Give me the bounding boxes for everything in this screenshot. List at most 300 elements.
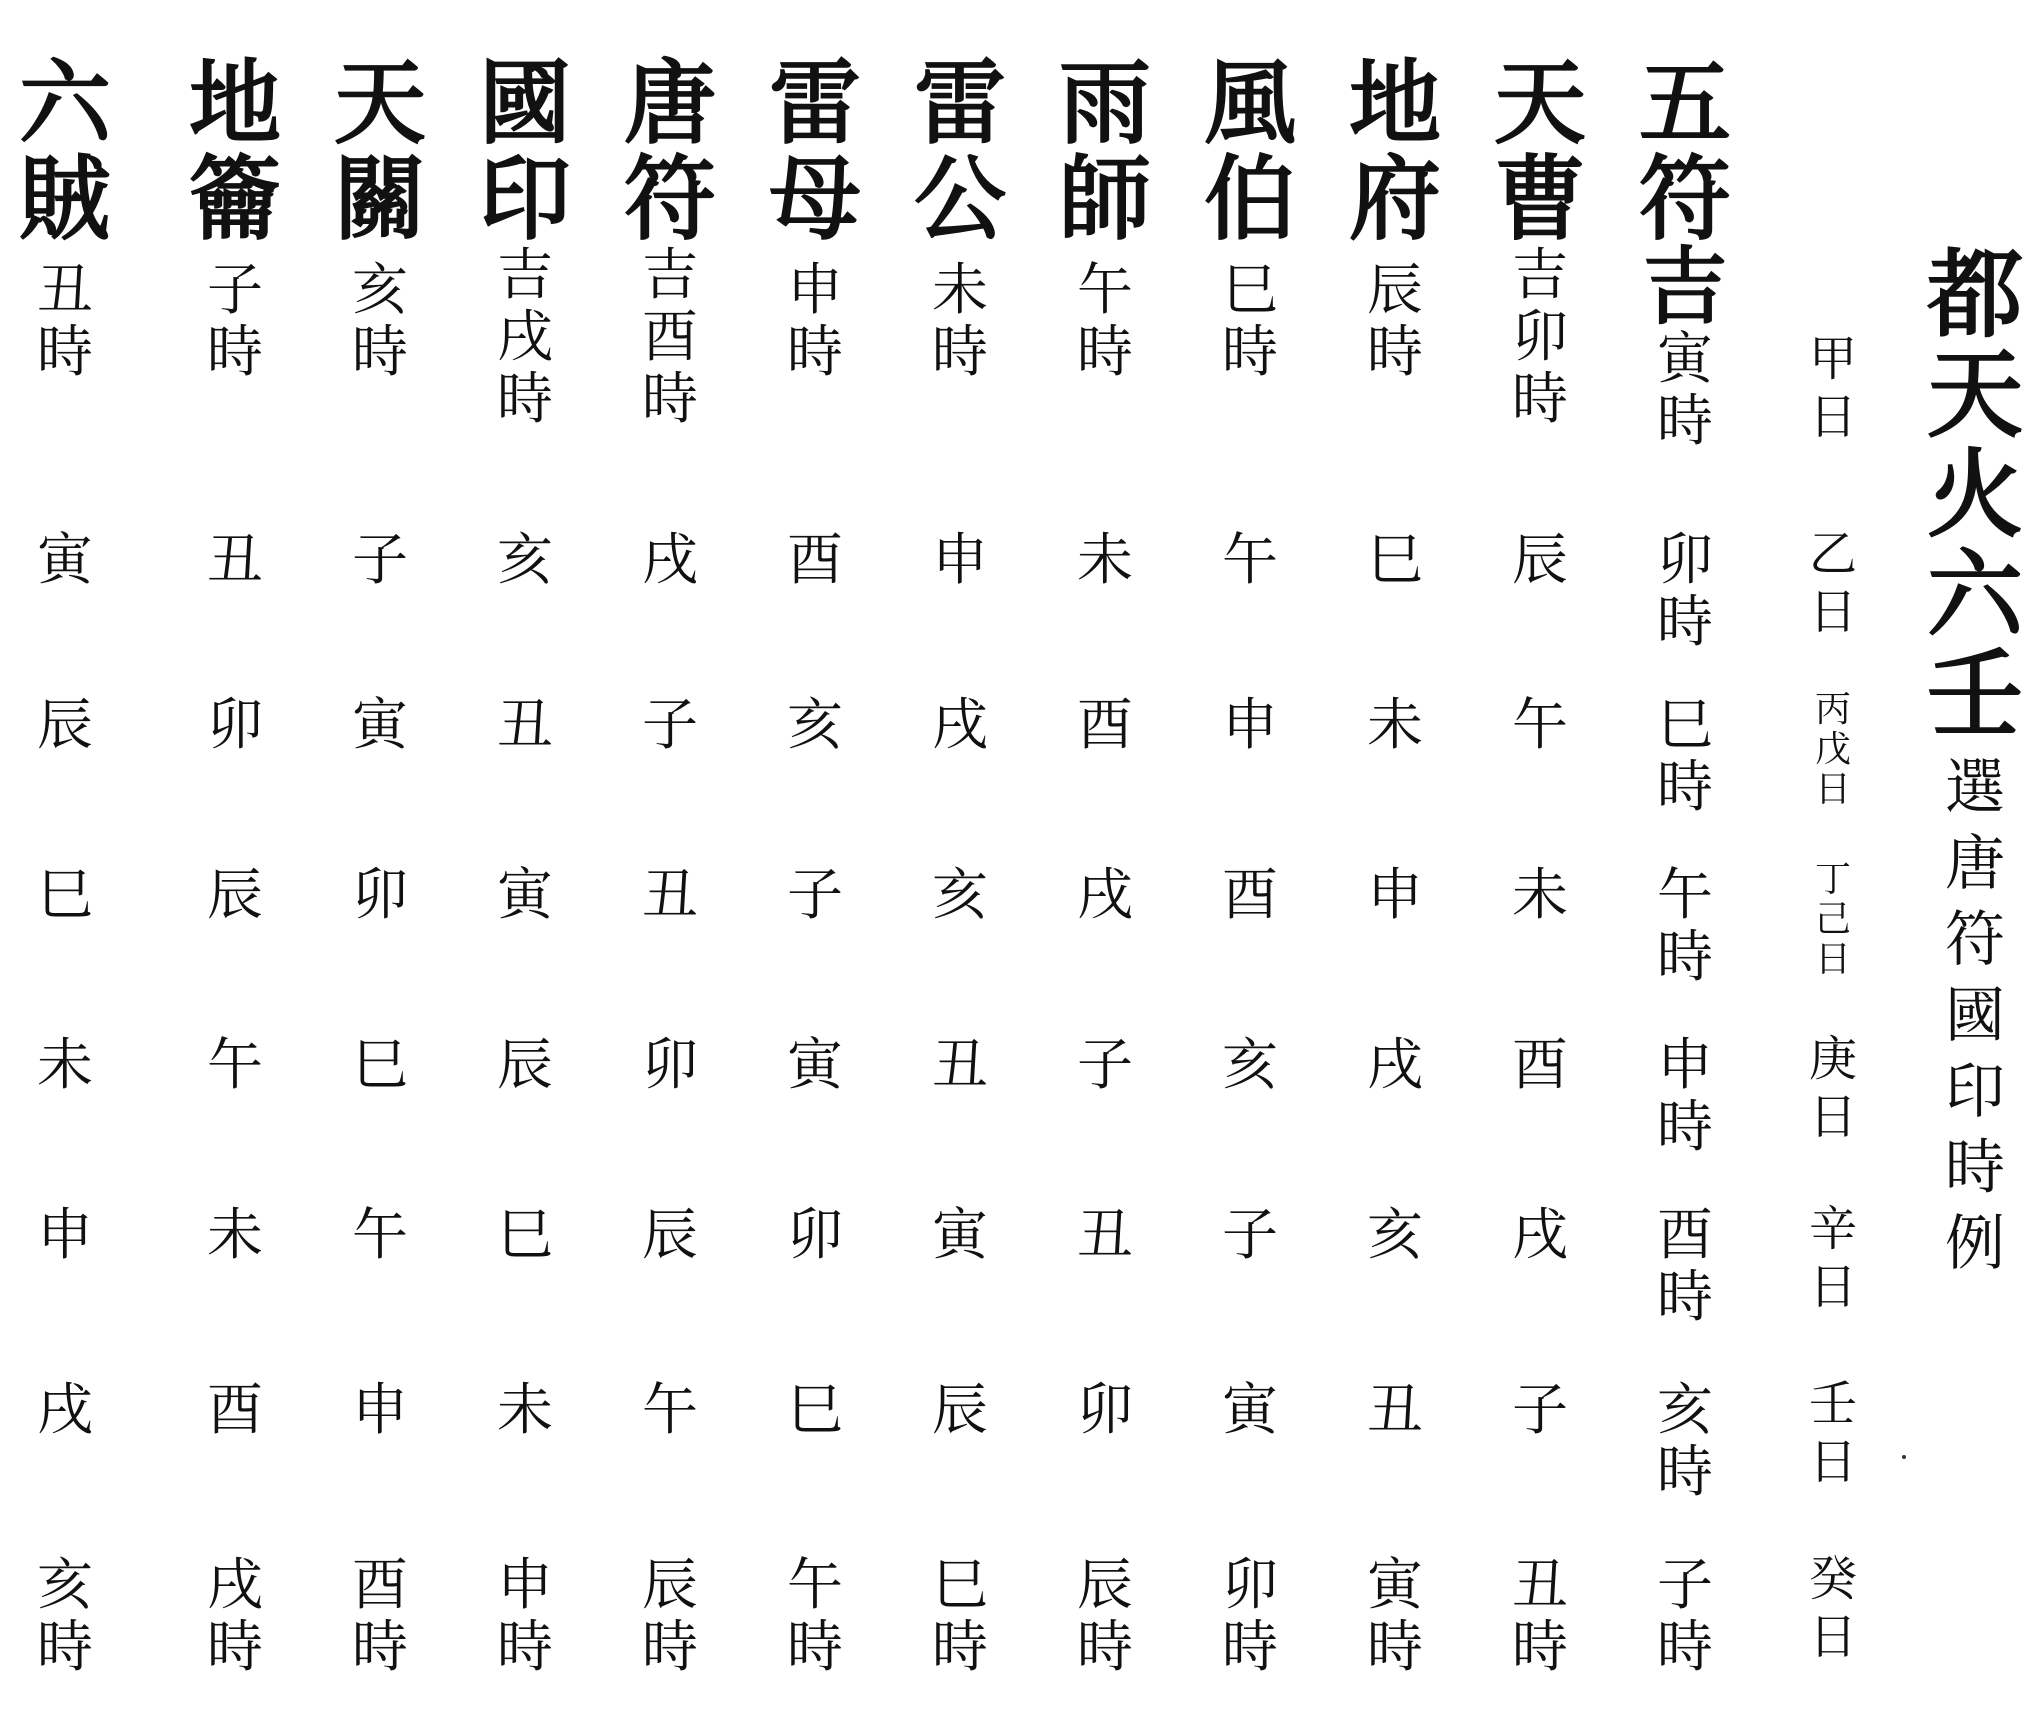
- time-cell: [325, 1035, 435, 1097]
- heading-char: 賊: [18, 145, 111, 253]
- cell-char: 巳: [1657, 693, 1713, 758]
- cell-char: 申: [932, 528, 988, 593]
- cell-char: 申: [497, 1553, 553, 1618]
- time-cell: [1340, 1205, 1450, 1267]
- cell-char: 時: [932, 1615, 988, 1680]
- cell-char: 子: [1512, 1378, 1568, 1443]
- cell-char: 巳: [497, 1203, 553, 1268]
- cell-char: 酉: [1512, 1033, 1568, 1098]
- time-cell: [1340, 1035, 1450, 1097]
- time-cell: [1340, 865, 1450, 927]
- cell-char: 辰: [642, 1203, 698, 1268]
- time-cell: [905, 1035, 1015, 1097]
- heading-char: 雷: [768, 49, 861, 157]
- day-label: [1788, 1030, 1878, 1146]
- day-char: 日: [1808, 1259, 1857, 1315]
- time-cell: [905, 1380, 1015, 1442]
- time-cell: [760, 530, 870, 592]
- cell-char: 時: [1222, 320, 1278, 385]
- stray-mark: [1902, 1455, 1906, 1459]
- heading-char: 五: [1638, 49, 1731, 157]
- first-time-cell: [615, 245, 725, 431]
- cell-char: 卯: [1222, 1553, 1278, 1618]
- day-char: 戊: [1814, 729, 1851, 770]
- spirit-column: [760, 0, 870, 1717]
- cell-char: 酉: [1077, 693, 1133, 758]
- heading-char: 國: [478, 49, 571, 157]
- time-cell: [1195, 1380, 1305, 1442]
- time-cell: [180, 865, 290, 927]
- time-cell: [470, 1035, 580, 1097]
- time-cell: [10, 1555, 120, 1679]
- cell-char: 時: [1367, 320, 1423, 385]
- cell-char: 寅: [1367, 1553, 1423, 1618]
- day-label: [1788, 1550, 1878, 1666]
- column-heading: [180, 49, 290, 253]
- time-cell: [760, 1205, 870, 1267]
- column-heading: [1630, 49, 1740, 253]
- cell-char: 子: [1077, 1033, 1133, 1098]
- heading-char: 曹: [1493, 145, 1586, 253]
- cell-char: 卯: [642, 1033, 698, 1098]
- cell-char: 午: [1077, 258, 1133, 323]
- subtitle-char: 國: [1945, 981, 2005, 1051]
- cell-char: 子: [642, 693, 698, 758]
- day-char: 己: [1814, 899, 1851, 940]
- heading-char: 雨: [1058, 49, 1151, 157]
- time-cell: [905, 1205, 1015, 1267]
- time-cell: [180, 1380, 290, 1442]
- time-cell: [905, 695, 1015, 757]
- cell-char: 時: [352, 1615, 408, 1680]
- cell-char: 時: [787, 1615, 843, 1680]
- cell-char: 丑: [37, 258, 93, 323]
- time-cell: [1485, 1380, 1595, 1442]
- time-cell: [1195, 1035, 1305, 1097]
- cell-char: 巳: [37, 863, 93, 928]
- time-cell: [1485, 1555, 1595, 1679]
- heading-char: 地: [188, 49, 281, 157]
- cell-char: 戌: [37, 1378, 93, 1443]
- first-time-cell: [325, 260, 435, 384]
- time-cell: [1195, 865, 1305, 927]
- time-cell: [325, 865, 435, 927]
- cell-char: 時: [1657, 1095, 1713, 1160]
- cell-char: 寅: [1657, 327, 1713, 392]
- day-label: [1788, 525, 1878, 641]
- time-cell: [1195, 530, 1305, 592]
- cell-char: 卯: [1512, 305, 1568, 370]
- column-heading: [760, 49, 870, 253]
- cell-char: 辰: [642, 1553, 698, 1618]
- time-cell: [1630, 865, 1740, 989]
- cell-char: 時: [1657, 590, 1713, 655]
- cell-char: 午: [787, 1553, 843, 1618]
- cell-char: 寅: [37, 528, 93, 593]
- time-cell: [760, 695, 870, 757]
- first-time-cell: [1340, 260, 1450, 384]
- cell-char: 戌: [497, 305, 553, 370]
- column-heading: [470, 49, 580, 253]
- cell-char: 時: [932, 320, 988, 385]
- time-cell: [760, 1035, 870, 1097]
- title-char: 天: [1927, 338, 2023, 451]
- cell-char: 午: [1512, 693, 1568, 758]
- cell-char: 酉: [642, 305, 698, 370]
- time-cell: [615, 1205, 725, 1267]
- time-cell: [760, 1380, 870, 1442]
- cell-char: 午: [642, 1378, 698, 1443]
- cell-char: 未: [37, 1033, 93, 1098]
- day-char: 壬: [1808, 1376, 1857, 1432]
- day-label: [1788, 860, 1878, 980]
- cell-char: 戌: [207, 1553, 263, 1618]
- first-time-cell: [180, 260, 290, 384]
- heading-char: 母: [768, 145, 861, 253]
- time-cell: [180, 1035, 290, 1097]
- cell-char: 時: [352, 320, 408, 385]
- time-cell: [470, 530, 580, 592]
- heading-char: 關: [333, 145, 426, 253]
- cell-char: 卯: [207, 693, 263, 758]
- time-cell: [1195, 1205, 1305, 1267]
- time-cell: [325, 530, 435, 592]
- time-cell: [180, 1555, 290, 1679]
- cell-char: 卯: [1077, 1378, 1133, 1443]
- cell-char: 戌: [1512, 1203, 1568, 1268]
- cell-char: 時: [207, 1615, 263, 1680]
- day-char: 日: [1808, 584, 1857, 640]
- heading-char: 符: [1638, 145, 1731, 253]
- time-cell: [1340, 530, 1450, 592]
- cell-char: 未: [207, 1203, 263, 1268]
- time-cell: [1340, 1555, 1450, 1679]
- cell-char: 時: [1657, 1265, 1713, 1330]
- time-cell: [1050, 1035, 1160, 1097]
- heading-char: 符: [623, 145, 716, 253]
- cell-char: 辰: [497, 1033, 553, 1098]
- cell-char: 吉: [1512, 243, 1568, 308]
- time-cell: [1340, 1380, 1450, 1442]
- time-cell: [1485, 865, 1595, 927]
- column-heading: [1340, 49, 1450, 253]
- cell-char: 申: [37, 1203, 93, 1268]
- time-cell: [1630, 530, 1740, 654]
- time-cell: [470, 1380, 580, 1442]
- time-cell: [1630, 695, 1740, 819]
- time-cell: [615, 1380, 725, 1442]
- cell-char: 時: [642, 1615, 698, 1680]
- spirit-column: [325, 0, 435, 1717]
- time-cell: [615, 865, 725, 927]
- heading-char: 雷: [913, 49, 1006, 157]
- cell-char: 辰: [207, 863, 263, 928]
- day-label: [1788, 690, 1878, 810]
- first-time-cell: [1050, 260, 1160, 384]
- cell-char: 寅: [1222, 1378, 1278, 1443]
- spirit-column: [180, 0, 290, 1717]
- cell-char: 辰: [932, 1378, 988, 1443]
- cell-char: 辰: [37, 693, 93, 758]
- time-cell: [1195, 695, 1305, 757]
- time-cell: [1050, 1205, 1160, 1267]
- cell-char: 戌: [642, 528, 698, 593]
- day-char: 日: [1814, 939, 1851, 980]
- column-heading: [615, 49, 725, 253]
- column-heading: [905, 49, 1015, 253]
- cell-char: 時: [1367, 1615, 1423, 1680]
- time-cell: [1050, 1380, 1160, 1442]
- cell-char: 午: [207, 1033, 263, 1098]
- cell-char: 卯: [787, 1203, 843, 1268]
- first-time-cell: [470, 245, 580, 431]
- cell-char: 吉: [1642, 237, 1727, 336]
- cell-char: 亥: [1222, 1033, 1278, 1098]
- cell-char: 時: [1512, 1615, 1568, 1680]
- day-char: 庚: [1808, 1031, 1857, 1087]
- spirit-column: [615, 0, 725, 1717]
- time-cell: [1050, 1555, 1160, 1679]
- cell-char: 巳: [1222, 258, 1278, 323]
- cell-char: 丑: [1367, 1378, 1423, 1443]
- cell-char: 午: [1657, 863, 1713, 928]
- day-char: 乙: [1808, 526, 1857, 582]
- cell-char: 子: [207, 258, 263, 323]
- cell-char: 吉: [642, 243, 698, 308]
- time-cell: [325, 1380, 435, 1442]
- time-cell: [470, 865, 580, 927]
- cell-char: 未: [497, 1378, 553, 1443]
- time-cell: [325, 1205, 435, 1267]
- time-cell: [1485, 530, 1595, 592]
- cell-char: 丑: [207, 528, 263, 593]
- title-char: 都: [1927, 238, 2023, 351]
- time-cell: [615, 1035, 725, 1097]
- time-cell: [10, 1380, 120, 1442]
- cell-char: 丑: [497, 693, 553, 758]
- spirit-column: [1340, 0, 1450, 1717]
- time-cell: [1485, 695, 1595, 757]
- first-time-cell: [760, 260, 870, 384]
- spirit-column: [1630, 0, 1740, 1717]
- time-cell: [1485, 1035, 1595, 1097]
- cell-char: 時: [1077, 320, 1133, 385]
- time-cell: [1630, 1380, 1740, 1504]
- cell-char: 酉: [787, 528, 843, 593]
- cell-char: 辰: [1512, 528, 1568, 593]
- cell-char: 時: [1222, 1615, 1278, 1680]
- cell-char: 亥: [932, 863, 988, 928]
- cell-char: 戌: [1077, 863, 1133, 928]
- cell-char: 時: [207, 320, 263, 385]
- cell-char: 卯: [1657, 528, 1713, 593]
- cell-char: 時: [37, 1615, 93, 1680]
- day-label: [1788, 1375, 1878, 1491]
- cell-char: 時: [497, 367, 553, 432]
- heading-char: 印: [478, 145, 571, 253]
- cell-char: 亥: [1657, 1378, 1713, 1443]
- day-label: [1788, 1200, 1878, 1316]
- cell-char: 酉: [1222, 863, 1278, 928]
- title-char: 火: [1927, 438, 2023, 551]
- time-cell: [615, 530, 725, 592]
- time-cell: [1050, 530, 1160, 592]
- cell-char: 申: [1367, 863, 1423, 928]
- time-cell: [470, 1205, 580, 1267]
- day-char: 日: [1808, 389, 1857, 445]
- cell-char: 時: [497, 1615, 553, 1680]
- day-char: 癸: [1808, 1551, 1857, 1607]
- cell-char: 亥: [352, 258, 408, 323]
- cell-char: 時: [1657, 925, 1713, 990]
- time-cell: [1485, 1205, 1595, 1267]
- spirit-column: [1195, 0, 1305, 1717]
- column-heading: [10, 49, 120, 253]
- time-cell: [470, 1555, 580, 1679]
- cell-char: 亥: [37, 1553, 93, 1618]
- heading-char: 師: [1058, 145, 1151, 253]
- cell-char: 戌: [1367, 1033, 1423, 1098]
- time-cell: [180, 695, 290, 757]
- time-cell: [615, 695, 725, 757]
- time-cell: [180, 530, 290, 592]
- cell-char: 子: [352, 528, 408, 593]
- cell-char: 時: [1657, 755, 1713, 820]
- subtitle-char: 例: [1945, 1209, 2005, 1279]
- cell-char: 辰: [1077, 1553, 1133, 1618]
- subtitle-char: 時: [1945, 1133, 2005, 1203]
- day-char: 丙: [1814, 689, 1851, 730]
- first-time-cell: [1630, 237, 1740, 454]
- cell-char: 時: [1657, 389, 1713, 454]
- cell-char: 巳: [787, 1378, 843, 1443]
- heading-char: 伯: [1203, 145, 1296, 253]
- heading-char: 天: [1493, 49, 1586, 157]
- time-cell: [905, 865, 1015, 927]
- time-cell: [180, 1205, 290, 1267]
- day-char: 日: [1808, 1609, 1857, 1665]
- cell-char: 亥: [1367, 1203, 1423, 1268]
- cell-char: 丑: [642, 863, 698, 928]
- spirit-column: [1050, 0, 1160, 1717]
- time-cell: [1195, 1555, 1305, 1679]
- day-label: [1788, 330, 1878, 446]
- cell-char: 亥: [497, 528, 553, 593]
- time-cell: [1340, 695, 1450, 757]
- time-cell: [10, 1035, 120, 1097]
- subtitle-char: 印: [1945, 1057, 2005, 1127]
- first-time-cell: [1485, 245, 1595, 431]
- cell-char: 寅: [497, 863, 553, 928]
- heading-char: 籥: [188, 145, 281, 253]
- time-cell: [760, 865, 870, 927]
- cell-char: 未: [1077, 528, 1133, 593]
- time-cell: [1630, 1035, 1740, 1159]
- subtitle-char: 符: [1945, 905, 2005, 975]
- time-cell: [470, 695, 580, 757]
- cell-char: 申: [352, 1378, 408, 1443]
- day-char: 甲: [1808, 331, 1857, 387]
- spirit-column: [10, 0, 120, 1717]
- cell-char: 丑: [1077, 1203, 1133, 1268]
- cell-char: 卯: [352, 863, 408, 928]
- cell-char: 申: [1657, 1033, 1713, 1098]
- cell-char: 巳: [1367, 528, 1423, 593]
- cell-char: 時: [1657, 1440, 1713, 1505]
- time-cell: [10, 1205, 120, 1267]
- cell-char: 時: [1657, 1615, 1713, 1680]
- cell-char: 寅: [932, 1203, 988, 1268]
- time-cell: [760, 1555, 870, 1679]
- time-cell: [615, 1555, 725, 1679]
- cell-char: 酉: [207, 1378, 263, 1443]
- time-cell: [1630, 1205, 1740, 1329]
- cell-char: 子: [1222, 1203, 1278, 1268]
- heading-char: 天: [333, 49, 426, 157]
- cell-char: 巳: [352, 1033, 408, 1098]
- cell-char: 酉: [352, 1553, 408, 1618]
- cell-char: 亥: [787, 693, 843, 758]
- first-time-cell: [10, 260, 120, 384]
- page-title: [1920, 238, 2027, 751]
- first-time-cell: [1195, 260, 1305, 384]
- time-cell: [325, 695, 435, 757]
- cell-char: 時: [1077, 1615, 1133, 1680]
- heading-char: 地: [1348, 49, 1441, 157]
- time-cell: [1050, 865, 1160, 927]
- day-char: 日: [1814, 769, 1851, 810]
- cell-char: 申: [1222, 693, 1278, 758]
- cell-char: 午: [1222, 528, 1278, 593]
- cell-char: 時: [642, 367, 698, 432]
- cell-char: 時: [37, 320, 93, 385]
- day-char: 日: [1808, 1434, 1857, 1490]
- cell-char: 子: [787, 863, 843, 928]
- column-heading: [325, 49, 435, 253]
- cell-char: 寅: [787, 1033, 843, 1098]
- time-cell: [10, 695, 120, 757]
- time-cell: [1630, 1555, 1740, 1679]
- day-char: 日: [1808, 1089, 1857, 1145]
- time-cell: [905, 530, 1015, 592]
- cell-char: 吉: [497, 243, 553, 308]
- cell-char: 巳: [932, 1553, 988, 1618]
- time-cell: [1050, 695, 1160, 757]
- cell-char: 時: [787, 320, 843, 385]
- cell-char: 未: [1367, 693, 1423, 758]
- time-cell: [905, 1555, 1015, 1679]
- title-char: 壬: [1927, 638, 2023, 751]
- day-char: 辛: [1808, 1201, 1857, 1257]
- heading-char: 風: [1203, 49, 1296, 157]
- subtitle-char: 唐: [1945, 829, 2005, 899]
- page-subtitle: [1940, 750, 2010, 1282]
- cell-char: 丑: [932, 1033, 988, 1098]
- spirit-column: [470, 0, 580, 1717]
- cell-char: 時: [1512, 367, 1568, 432]
- time-cell: [10, 530, 120, 592]
- cell-char: 子: [1657, 1553, 1713, 1618]
- cell-char: 申: [787, 258, 843, 323]
- cell-char: 丑: [1512, 1553, 1568, 1618]
- cell-char: 辰: [1367, 258, 1423, 323]
- spirit-column: [905, 0, 1015, 1717]
- cell-char: 未: [932, 258, 988, 323]
- subtitle-char: 選: [1945, 753, 2005, 823]
- time-cell: [325, 1555, 435, 1679]
- heading-char: 唐: [623, 49, 716, 157]
- spirit-column: [1485, 0, 1595, 1717]
